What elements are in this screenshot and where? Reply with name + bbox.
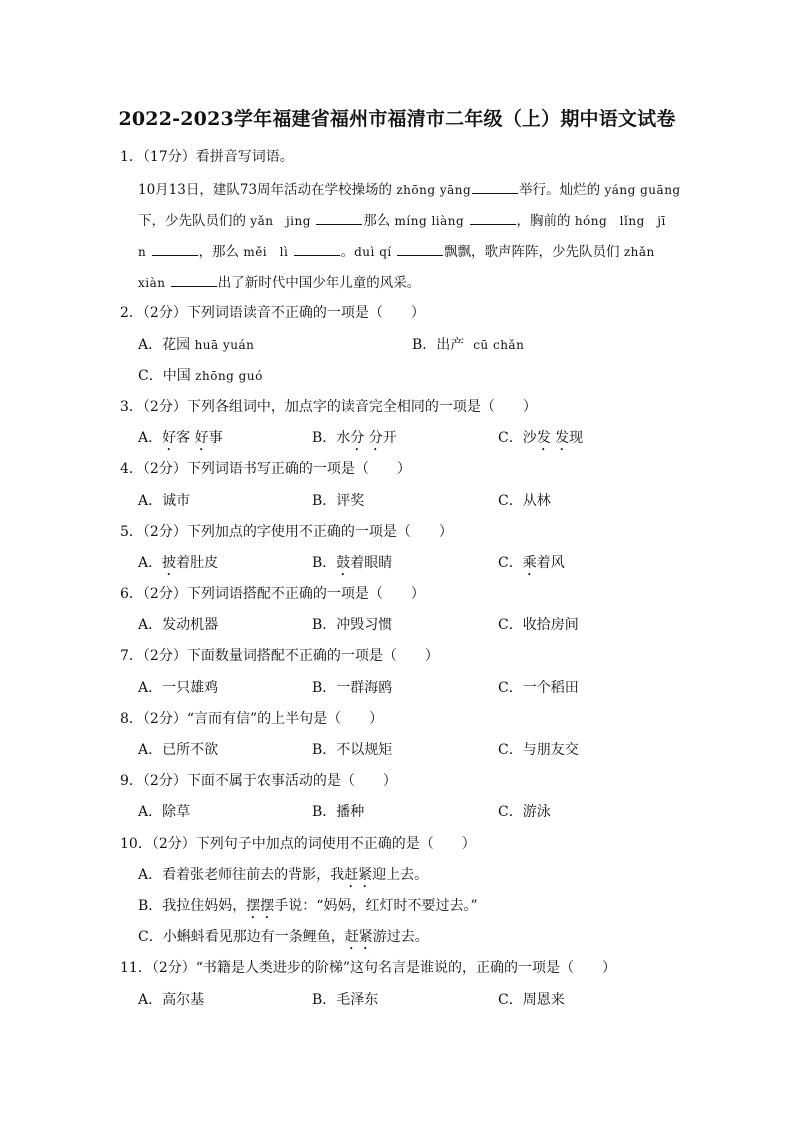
option-a-label: A．花园: [138, 337, 191, 353]
option-b[interactable]: B．评奖: [312, 493, 365, 509]
pinyin-prompt: duì qí: [354, 245, 392, 259]
dotted-char: 披: [162, 555, 177, 571]
option-a[interactable]: [138, 552, 218, 579]
option-c[interactable]: C．从林: [498, 493, 551, 509]
option-c-pinyin: zhōng guó: [195, 369, 263, 383]
question-1-line-2: [138, 209, 666, 229]
dotted-char: 分: [368, 430, 383, 446]
q1-text: 飘飘，歌声阵阵，少先队员们: [444, 244, 624, 260]
pinyin-prompt: hóng lǐng jī: [574, 214, 666, 228]
option-a-label: A．: [138, 555, 163, 571]
answer-blank[interactable]: [152, 243, 198, 256]
dotted-word: 赶紧: [344, 929, 373, 945]
option-b-label: B．出产: [412, 337, 465, 353]
option-c-label: C．: [498, 555, 523, 571]
option-c[interactable]: C．游泳: [498, 804, 551, 820]
option-b[interactable]: B．冲毁习惯: [312, 617, 393, 633]
dotted-char: 好: [194, 430, 209, 446]
dotted-word: 摆摆: [246, 898, 275, 914]
q1-text: ，那么: [198, 244, 244, 260]
option-a[interactable]: [138, 427, 223, 454]
option-b[interactable]: B．一群海鸥: [312, 680, 393, 696]
option-b[interactable]: B．播种: [312, 804, 365, 820]
pinyin-prompt: yáng guāng: [604, 183, 681, 197]
option-c[interactable]: [138, 926, 429, 953]
dotted-char: 发: [536, 430, 551, 446]
option-a[interactable]: A．诚市: [138, 493, 191, 509]
option-text: 现: [569, 430, 584, 446]
option-text: 迎上去。: [372, 867, 429, 883]
option-text: 着风: [536, 555, 565, 571]
question-3-stem: 3．（2分）下列各组词中，加点字的读音完全相同的一项是（ ）: [120, 399, 537, 415]
option-b-label: B．: [312, 555, 337, 571]
option-a[interactable]: A．高尔基: [138, 992, 205, 1008]
answer-blank[interactable]: [470, 212, 516, 225]
q1-text: 举行。灿烂的: [519, 182, 605, 198]
option-c[interactable]: [498, 427, 583, 454]
question-8-stem: 8．（2分）“言而有信”的上半句是（ ）: [120, 711, 384, 727]
question-4-stem: 4．（2分）下列词语书写正确的一项是（ ）: [120, 461, 411, 477]
option-c[interactable]: C．一个稻田: [498, 680, 579, 696]
option-text: A．看着张老师往前去的背影，我: [138, 867, 345, 883]
option-a-label: A．: [138, 430, 163, 446]
pinyin-prompt: zhǎn: [623, 245, 655, 259]
option-text: 事: [208, 430, 223, 446]
option-text: 开: [382, 430, 397, 446]
option-b[interactable]: B．毛泽东: [312, 992, 379, 1008]
pinyin-prompt: zhōng yāng: [396, 183, 472, 197]
q1-text: 10月13日，建队73周年活动在学校操场的: [138, 182, 397, 198]
question-7-stem: 7．（2分）下面数量词搭配不正确的一项是（ ）: [120, 648, 439, 664]
option-text: 着肚皮: [176, 555, 219, 571]
option-b[interactable]: [312, 427, 397, 454]
pinyin-prompt: yǎn jing: [250, 214, 311, 228]
q1-text: ，胸前的: [516, 213, 575, 229]
option-text: C．小蝌蚪看见那边有一条鲤鱼，: [138, 929, 345, 945]
option-text: 手说：“妈妈，红灯时不要过去。”: [274, 898, 478, 914]
option-text: 游过去。: [372, 929, 429, 945]
pinyin-prompt: n: [138, 245, 147, 259]
dotted-char: 分: [350, 430, 365, 446]
answer-blank[interactable]: [472, 181, 518, 194]
answer-blank[interactable]: [294, 243, 340, 256]
option-a[interactable]: A．发动机器: [138, 617, 219, 633]
dotted-char: 乘: [522, 555, 537, 571]
answer-blank[interactable]: [171, 274, 217, 287]
option-text: 客: [176, 430, 195, 446]
question-11-stem: 11．（2分）“书籍是人类进步的阶梯”这句名言是谁说的，正确的一项是（ ）: [120, 960, 617, 976]
pinyin-prompt: xiàn: [138, 276, 166, 290]
dotted-char: 发: [555, 430, 570, 446]
question-9-stem: 9．（2分）下面不属于农事活动的是（ ）: [120, 773, 397, 789]
option-c[interactable]: [138, 365, 263, 385]
dotted-char: 鼓: [336, 555, 351, 571]
option-b[interactable]: B．不以规矩: [312, 742, 393, 758]
option-b-pinyin: cū chǎn: [473, 338, 525, 352]
option-c[interactable]: C．收拾房间: [498, 617, 579, 633]
option-c-label: C．中国: [138, 368, 191, 384]
option-text: B．我拉住妈妈，: [138, 898, 247, 914]
question-1-line-1: [138, 178, 681, 198]
option-c-label: C．沙: [498, 430, 537, 446]
question-1-line-4: [138, 271, 420, 291]
q1-text: 出了新时代中国少年儿童的风采。: [217, 275, 421, 291]
dotted-word: 赶紧: [344, 867, 373, 883]
question-5-stem: 5．（2分）下列加点的字使用不正确的一项是（ ）: [120, 524, 453, 540]
option-a[interactable]: A．已所不欲: [138, 742, 219, 758]
pinyin-prompt: měi lì: [243, 245, 289, 259]
question-6-stem: 6．（2分）下列词语搭配不正确的一项是（ ）: [120, 586, 425, 602]
option-b-label: B．水: [312, 430, 351, 446]
answer-blank[interactable]: [316, 212, 362, 225]
option-b[interactable]: [412, 334, 524, 354]
q1-text: 那么: [363, 213, 395, 229]
page-title: 2022-2023学年福建省福州市福清市二年级（上）期中语文试卷: [118, 108, 676, 130]
answer-blank[interactable]: [397, 243, 443, 256]
question-10-stem: 10．（2分）下列句子中加点的词使用不正确的是（ ）: [120, 836, 476, 852]
option-c[interactable]: C．与朋友交: [498, 742, 579, 758]
option-a[interactable]: A．一只雄鸡: [138, 680, 219, 696]
question-2-stem: 2．（2分）下列词语读音不正确的一项是（ ）: [120, 305, 425, 321]
option-a[interactable]: [138, 864, 428, 891]
option-c[interactable]: C．周恩来: [498, 992, 565, 1008]
dotted-char: 好: [162, 430, 177, 446]
question-1-line-3: [138, 240, 655, 260]
question-1-stem: 1．（17分）看拼音写词语。: [120, 149, 294, 165]
q1-text: 。: [340, 244, 355, 260]
option-a[interactable]: [138, 334, 254, 354]
option-text: 着眼睛: [350, 555, 393, 571]
option-a[interactable]: A．除草: [138, 804, 191, 820]
option-c[interactable]: [498, 552, 565, 579]
pinyin-prompt: míng liàng: [394, 214, 465, 228]
option-b[interactable]: [138, 895, 478, 922]
q1-text: 下，少先队员们的: [138, 213, 251, 229]
option-a-pinyin: huā yuán: [194, 338, 255, 352]
option-b[interactable]: [312, 552, 392, 579]
